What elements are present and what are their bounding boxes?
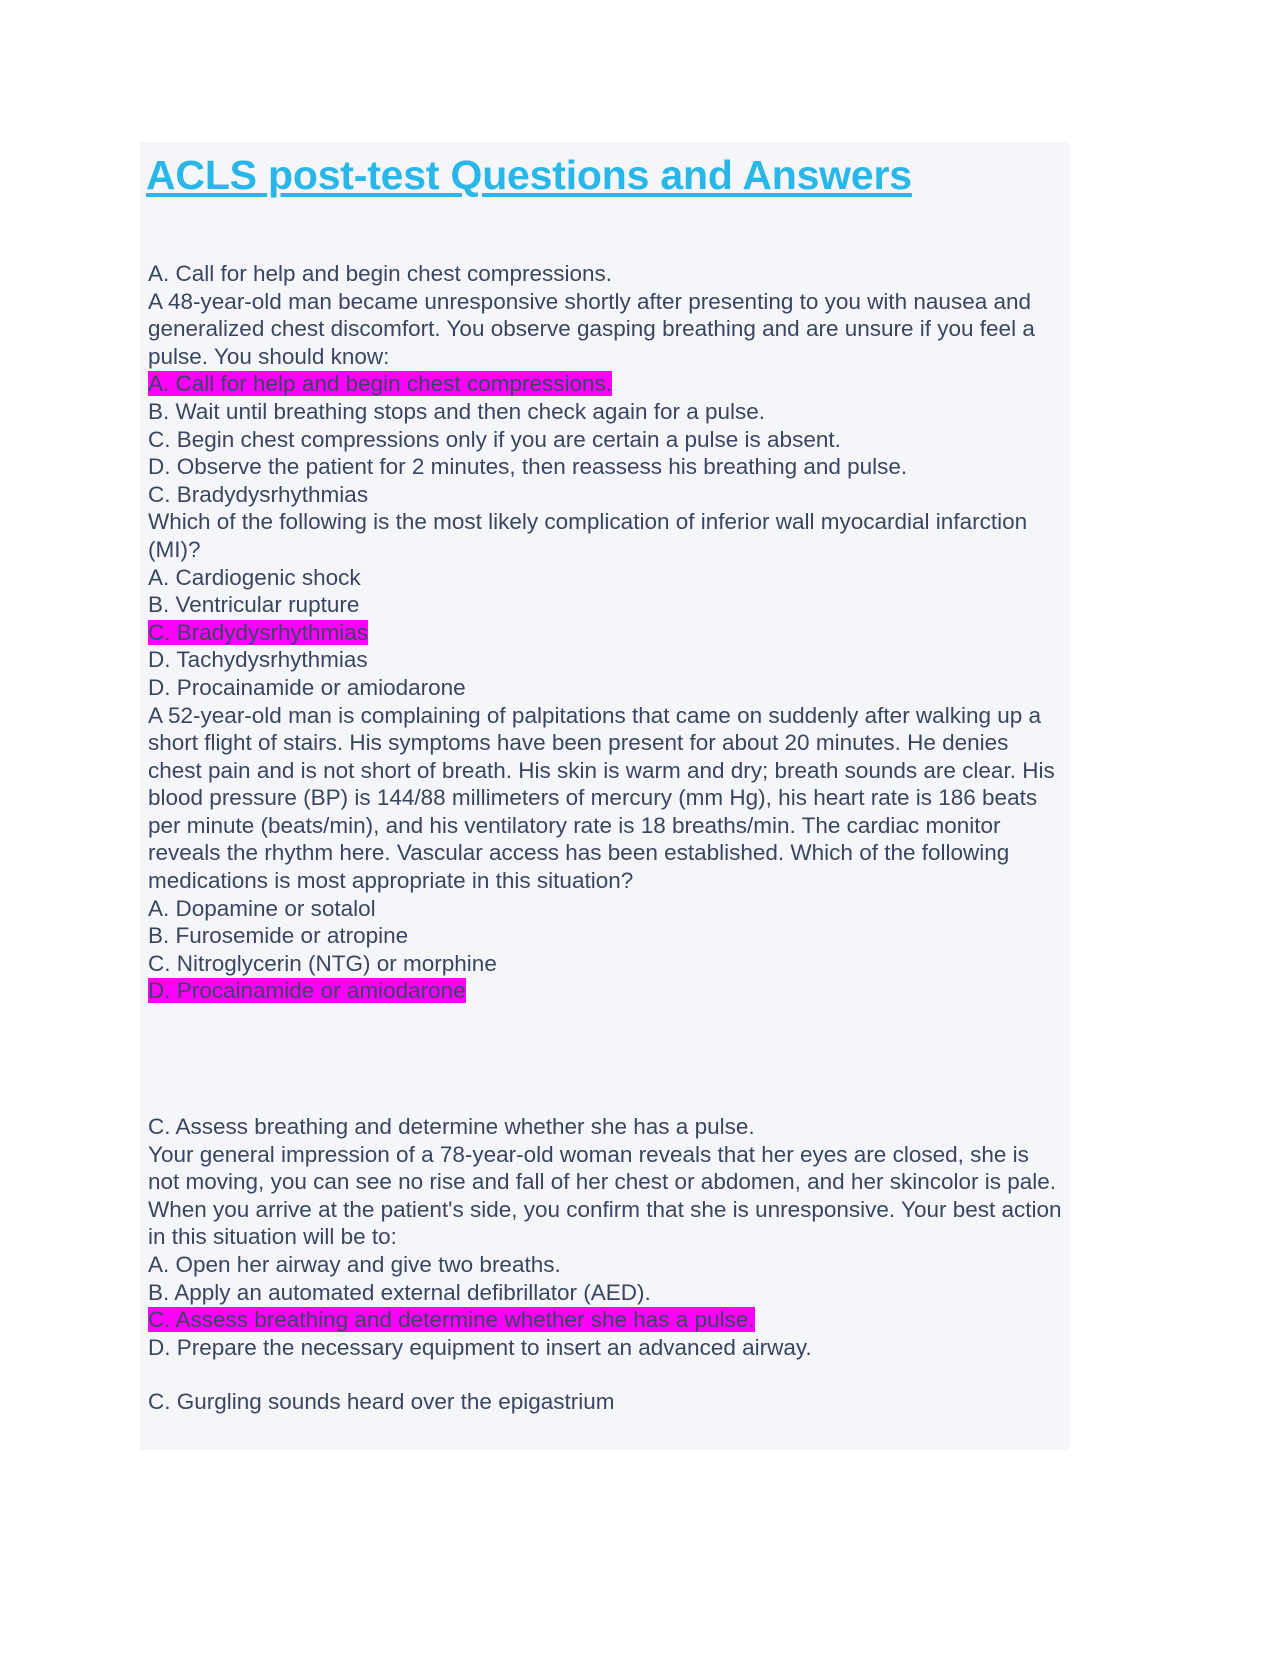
option-q4-c bbox=[148, 1306, 1062, 1334]
option-q2-c bbox=[148, 619, 1062, 647]
highlight-q2-c: C. Bradydysrhythmias bbox=[148, 619, 369, 645]
option-q1-a bbox=[148, 370, 1062, 398]
highlight-q3-d: D. Procainamide or amiodarone bbox=[148, 978, 466, 1004]
document-body bbox=[140, 260, 1070, 1450]
option-q2-b: B. Ventricular rupture bbox=[148, 592, 360, 618]
option-q3-c: C. Nitroglycerin (NTG) or morphine bbox=[148, 950, 497, 976]
option-q3-b: B. Furosemide or atropine bbox=[148, 923, 409, 949]
option-q4-a: A. Open her airway and give two breaths. bbox=[148, 1252, 561, 1278]
option-q4-d: D. Prepare the necessary equipment to insert an advanced airway. bbox=[148, 1334, 812, 1360]
highlight-q4-c: C. Assess breathing and determine whether she has a pulse. bbox=[148, 1307, 755, 1333]
question-stem-q1: A 48-year-old man became unresponsive shortly after presenting to you with nausea and generalized chest discomfort. You observe gasping breathing and are unsure if you feel a pulse. You should know: bbox=[148, 288, 1035, 369]
option-q1-d: D. Observe the patient for 2 minutes, then reassess his breathing and pulse. bbox=[148, 454, 908, 480]
title-spacer bbox=[140, 210, 1070, 260]
option-q3-d bbox=[148, 977, 1062, 1005]
question-stem-q4: Your general impression of a 78-year-old woman reveals that her eyes are closed, she is not moving, you can see no rise and fall of her chest or abdomen, and her skincolor is pale. When you arrive at the patient's side, you confirm that she is unresponsive. Your best action in this situation will be to: bbox=[148, 1141, 1062, 1250]
option-q2-a: A. Cardiogenic shock bbox=[148, 564, 361, 590]
option-q3-a: A. Dopamine or sotalol bbox=[148, 895, 376, 921]
answer-key-q2: C. Bradydysrhythmias bbox=[148, 481, 369, 507]
document-content-block bbox=[140, 142, 1070, 1450]
option-q4-b: B. Apply an automated external defibrillator (AED). bbox=[148, 1279, 651, 1305]
answer-key-q1: A. Call for help and begin chest compressions. bbox=[148, 261, 612, 287]
section-gap bbox=[148, 1005, 1062, 1113]
option-q1-b: B. Wait until breathing stops and then check again for a pulse. bbox=[148, 398, 766, 424]
option-q1-c: C. Begin chest compressions only if you are certain a pulse is absent. bbox=[148, 426, 841, 452]
page-title: ACLS post-test Questions and Answers bbox=[146, 152, 912, 198]
answer-key-q3: D. Procainamide or amiodarone bbox=[148, 674, 466, 700]
question-stem-q2: Which of the following is the most likely complication of inferior wall myocardial infarction (MI)? bbox=[148, 509, 1028, 562]
answer-key-q4: C. Assess breathing and determine whether she has a pulse. bbox=[148, 1114, 755, 1140]
question-stem-q3: A 52-year-old man is complaining of palpitations that came on suddenly after walking up a short flight of stairs. His symptoms have been present for about 20 minutes. He denies chest pain and is not short of breath. His skin is warm and dry; breath sounds are clear. His blood pressure (BP) is 144/88 millimeters of mercury (mm Hg), his heart rate is 186 beats per minute (beats/min), and his ventilatory rate is 18 breaths/min. The cardiac monitor reveals the rhythm here. Vascular access has been established. Which of the following medications is most appropriate in this situation? bbox=[148, 702, 1055, 894]
highlight-q1-a: A. Call for help and begin chest compressions. bbox=[148, 371, 612, 397]
answer-key-q5: C. Gurgling sounds heard over the epigastrium bbox=[148, 1389, 615, 1415]
body-tail-padding bbox=[148, 1416, 1062, 1450]
section-gap-small bbox=[148, 1361, 1062, 1388]
option-q2-d: D. Tachydysrhythmias bbox=[148, 647, 368, 673]
